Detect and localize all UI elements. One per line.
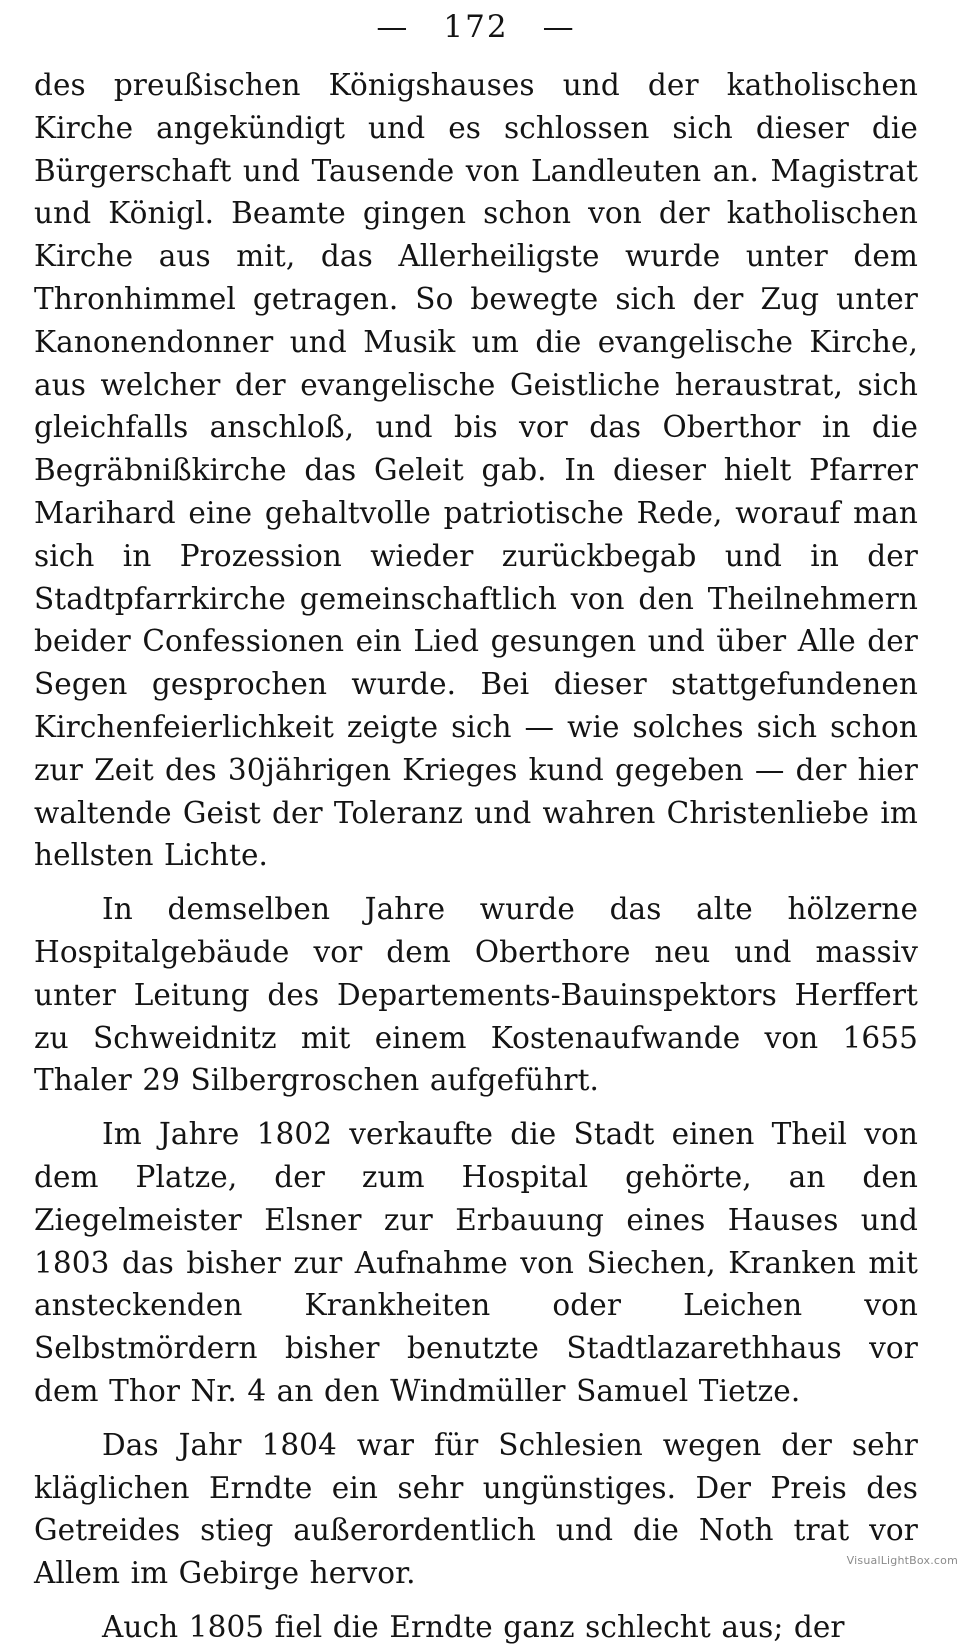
- paragraph-hospital: In demselben Jahre wurde das alte hölzerne Hospitalgebäude vor dem Oberthore neu und massiv unter Leitung des Departements-Bauinspektors Herffert zu Schweidnitz mit einem Kostenaufwande von 1655 Thaler 29 Silbergroschen aufgeführt.: [34, 892, 918, 1098]
- header-dash-right: —: [542, 9, 576, 45]
- page-header: [34, 0, 918, 64]
- paragraph-1804: Das Jahr 1804 war für Schlesien wegen der sehr kläglichen Erndte ein sehr ungünstiges. Der Preis des Getreides stieg außerordentlich und die Noth trat vor Allem im Gebirge hervor.: [34, 1427, 918, 1591]
- body-text: [34, 64, 918, 1649]
- header-dash-left: —: [376, 9, 410, 45]
- book-page: [34, 0, 918, 1644]
- paragraph-1805: Auch 1805 fiel die Erndte ganz schlecht aus; der: [102, 1609, 845, 1644]
- watermark: VisualLightBox.com: [846, 1554, 958, 1567]
- paragraph-1802: Im Jahre 1802 verkaufte die Stadt einen Theil von dem Platze, der zum Hospital gehörte, an den Ziegelmeister Elsner zur Erbauung eines Hauses und 1803 das bisher zur Aufnahme von Siechen, Kranken mit ansteckenden Krankheiten oder Leichen von Selbstmördern bisher benutzte Stadtlazarethhaus vor dem Thor Nr. 4 an den Windmüller Samuel Tietze.: [34, 1117, 918, 1408]
- paragraph-procession: des preußischen Königshauses und der katholischen Kirche angekündigt und es schlossen sich dieser die Bürgerschaft und Tausende von Landleuten an. Magistrat und Königl. Beamte gingen schon von der katholischen Kirche aus mit, das Allerheiligste wurde unter dem Thronhimmel getragen. So bewegte sich der Zug unter Kanonendonner und Musik um die evangelische Kirche, aus welcher der evangelische Geistliche heraustrat, sich gleichfalls anschloß, und bis vor das Oberthor in die Begräbnißkirche das Geleit gab. In dieser hielt Pfarrer Marihard eine gehaltvolle patriotische Rede, worauf man sich in Prozession wieder zurückbegab und in der Stadtpfarrkirche gemeinschaftlich von den Theilnehmern beider Confessionen ein Lied gesungen und über Alle der Segen gesprochen wurde. Bei dieser stattgefundenen Kirchenfeierlichkeit zeigte sich — wie solches sich schon zur Zeit des 30jährigen Krieges kund gegeben — der hier waltende Geist der Toleranz und wahren Christenliebe im hellsten Lichte.: [34, 68, 918, 873]
- page-number: 172: [443, 9, 509, 45]
